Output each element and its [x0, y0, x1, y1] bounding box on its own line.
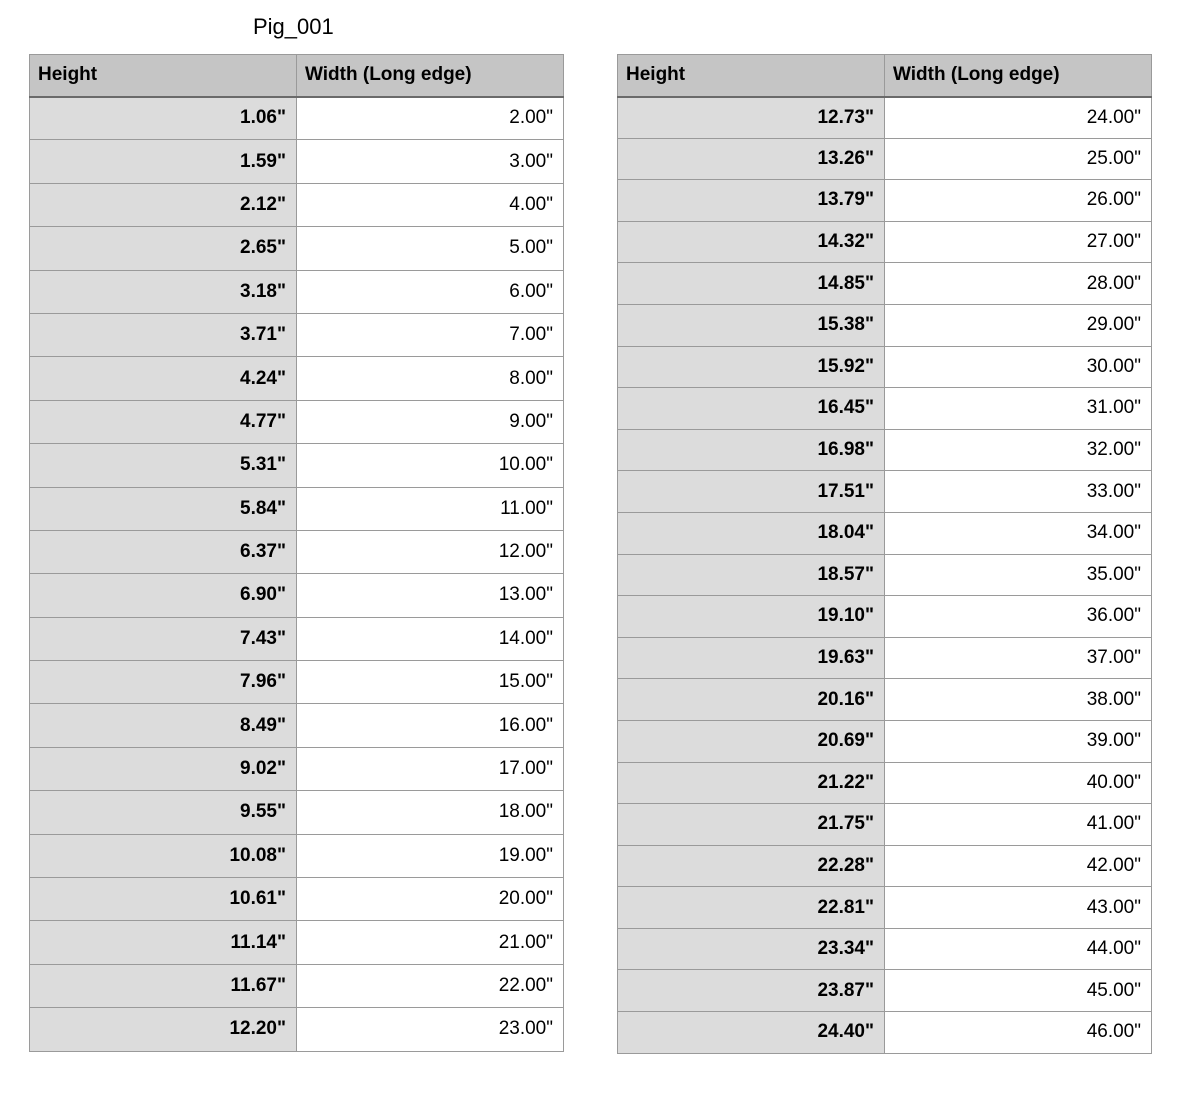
table-row: [618, 304, 1152, 346]
height-cell: 12.73": [618, 97, 885, 139]
width-cell: 46.00": [885, 1012, 1152, 1054]
table-row: [618, 263, 1152, 305]
width-cell: 17.00": [297, 747, 564, 790]
height-cell: 23.87": [618, 970, 885, 1012]
table-row: [618, 512, 1152, 554]
height-cell: 19.63": [618, 637, 885, 679]
width-cell: 35.00": [885, 554, 1152, 596]
column-header-height: Height: [30, 55, 297, 97]
width-cell: 20.00": [297, 878, 564, 921]
height-cell: 7.43": [30, 617, 297, 660]
height-cell: 3.18": [30, 270, 297, 313]
height-cell: 11.67": [30, 964, 297, 1007]
width-cell: 3.00": [297, 140, 564, 183]
width-cell: 39.00": [885, 720, 1152, 762]
table-row: [618, 762, 1152, 804]
height-cell: 24.40": [618, 1012, 885, 1054]
width-cell: 21.00": [297, 921, 564, 964]
width-cell: 25.00": [885, 138, 1152, 180]
width-cell: 16.00": [297, 704, 564, 747]
table-body-left: [30, 97, 564, 1052]
header-row: [618, 55, 1152, 97]
table-row: [618, 554, 1152, 596]
table-row: [618, 720, 1152, 762]
width-cell: 37.00": [885, 637, 1152, 679]
height-cell: 20.16": [618, 679, 885, 721]
height-cell: 1.06": [30, 97, 297, 140]
width-cell: 33.00": [885, 471, 1152, 513]
table-row: [618, 346, 1152, 388]
width-cell: 40.00": [885, 762, 1152, 804]
table-row: [30, 617, 564, 660]
column-header-height: Height: [618, 55, 885, 97]
width-cell: 12.00": [297, 530, 564, 573]
width-cell: 27.00": [885, 221, 1152, 263]
table-row: [30, 834, 564, 877]
width-cell: 36.00": [885, 596, 1152, 638]
table-row: [30, 704, 564, 747]
height-cell: 9.55": [30, 791, 297, 834]
width-cell: 4.00": [297, 183, 564, 226]
table-row: [30, 357, 564, 400]
width-cell: 44.00": [885, 928, 1152, 970]
height-cell: 15.38": [618, 304, 885, 346]
height-cell: 18.57": [618, 554, 885, 596]
table-row: [618, 596, 1152, 638]
width-cell: 38.00": [885, 679, 1152, 721]
table-row: [30, 400, 564, 443]
height-cell: 12.20": [30, 1008, 297, 1051]
table-row: [30, 791, 564, 834]
header-row: [30, 55, 564, 97]
table-body-right: [618, 97, 1152, 1054]
height-cell: 7.96": [30, 661, 297, 704]
width-cell: 5.00": [297, 227, 564, 270]
height-cell: 5.31": [30, 444, 297, 487]
height-cell: 9.02": [30, 747, 297, 790]
height-cell: 4.77": [30, 400, 297, 443]
width-cell: 42.00": [885, 845, 1152, 887]
table-row: [618, 429, 1152, 471]
height-cell: 1.59": [30, 140, 297, 183]
width-cell: 22.00": [297, 964, 564, 1007]
width-cell: 41.00": [885, 804, 1152, 846]
table-row: [30, 878, 564, 921]
size-table-left: [29, 54, 564, 1052]
table-row: [30, 444, 564, 487]
column-header-width: Width (Long edge): [885, 55, 1152, 97]
height-cell: 13.26": [618, 138, 885, 180]
table-row: [618, 180, 1152, 222]
height-cell: 16.45": [618, 388, 885, 430]
table-row: [30, 487, 564, 530]
height-cell: 6.37": [30, 530, 297, 573]
table-row: [618, 221, 1152, 263]
height-cell: 20.69": [618, 720, 885, 762]
height-cell: 16.98": [618, 429, 885, 471]
table-row: [30, 921, 564, 964]
height-cell: 6.90": [30, 574, 297, 617]
table-row: [618, 138, 1152, 180]
width-cell: 43.00": [885, 887, 1152, 929]
table-row: [30, 574, 564, 617]
table-row: [618, 471, 1152, 513]
width-cell: 26.00": [885, 180, 1152, 222]
table-row: [618, 970, 1152, 1012]
height-cell: 22.28": [618, 845, 885, 887]
height-cell: 23.34": [618, 928, 885, 970]
width-cell: 8.00": [297, 357, 564, 400]
height-cell: 14.32": [618, 221, 885, 263]
width-cell: 31.00": [885, 388, 1152, 430]
width-cell: 10.00": [297, 444, 564, 487]
height-cell: 18.04": [618, 512, 885, 554]
width-cell: 14.00": [297, 617, 564, 660]
table-row: [30, 530, 564, 573]
table-row: [30, 140, 564, 183]
height-cell: 10.08": [30, 834, 297, 877]
table-row: [618, 637, 1152, 679]
column-header-width: Width (Long edge): [297, 55, 564, 97]
height-cell: 8.49": [30, 704, 297, 747]
width-cell: 34.00": [885, 512, 1152, 554]
width-cell: 6.00": [297, 270, 564, 313]
height-cell: 19.10": [618, 596, 885, 638]
width-cell: 9.00": [297, 400, 564, 443]
height-cell: 17.51": [618, 471, 885, 513]
width-cell: 2.00": [297, 97, 564, 140]
table-row: [30, 97, 564, 140]
height-cell: 5.84": [30, 487, 297, 530]
width-cell: 28.00": [885, 263, 1152, 305]
height-cell: 15.92": [618, 346, 885, 388]
width-cell: 15.00": [297, 661, 564, 704]
table-row: [30, 313, 564, 356]
height-cell: 13.79": [618, 180, 885, 222]
width-cell: 19.00": [297, 834, 564, 877]
table-row: [30, 270, 564, 313]
width-cell: 24.00": [885, 97, 1152, 139]
width-cell: 45.00": [885, 970, 1152, 1012]
width-cell: 18.00": [297, 791, 564, 834]
table-row: [30, 661, 564, 704]
height-cell: 21.75": [618, 804, 885, 846]
height-cell: 14.85": [618, 263, 885, 305]
table-row: [618, 97, 1152, 139]
height-cell: 2.65": [30, 227, 297, 270]
table-row: [618, 845, 1152, 887]
table-row: [30, 747, 564, 790]
width-cell: 29.00": [885, 304, 1152, 346]
table-row: [618, 1012, 1152, 1054]
table-row: [30, 964, 564, 1007]
table-row: [30, 1008, 564, 1051]
page-title: Pig_001: [253, 14, 334, 39]
height-cell: 11.14": [30, 921, 297, 964]
table-row: [618, 388, 1152, 430]
table-row: [30, 227, 564, 270]
size-table-right: [617, 54, 1152, 1054]
height-cell: 21.22": [618, 762, 885, 804]
table-row: [618, 679, 1152, 721]
width-cell: 23.00": [297, 1008, 564, 1051]
table-row: [618, 887, 1152, 929]
width-cell: 13.00": [297, 574, 564, 617]
height-cell: 2.12": [30, 183, 297, 226]
width-cell: 7.00": [297, 313, 564, 356]
width-cell: 32.00": [885, 429, 1152, 471]
height-cell: 4.24": [30, 357, 297, 400]
table-row: [30, 183, 564, 226]
height-cell: 22.81": [618, 887, 885, 929]
height-cell: 3.71": [30, 313, 297, 356]
width-cell: 30.00": [885, 346, 1152, 388]
table-row: [618, 928, 1152, 970]
table-row: [618, 804, 1152, 846]
width-cell: 11.00": [297, 487, 564, 530]
height-cell: 10.61": [30, 878, 297, 921]
